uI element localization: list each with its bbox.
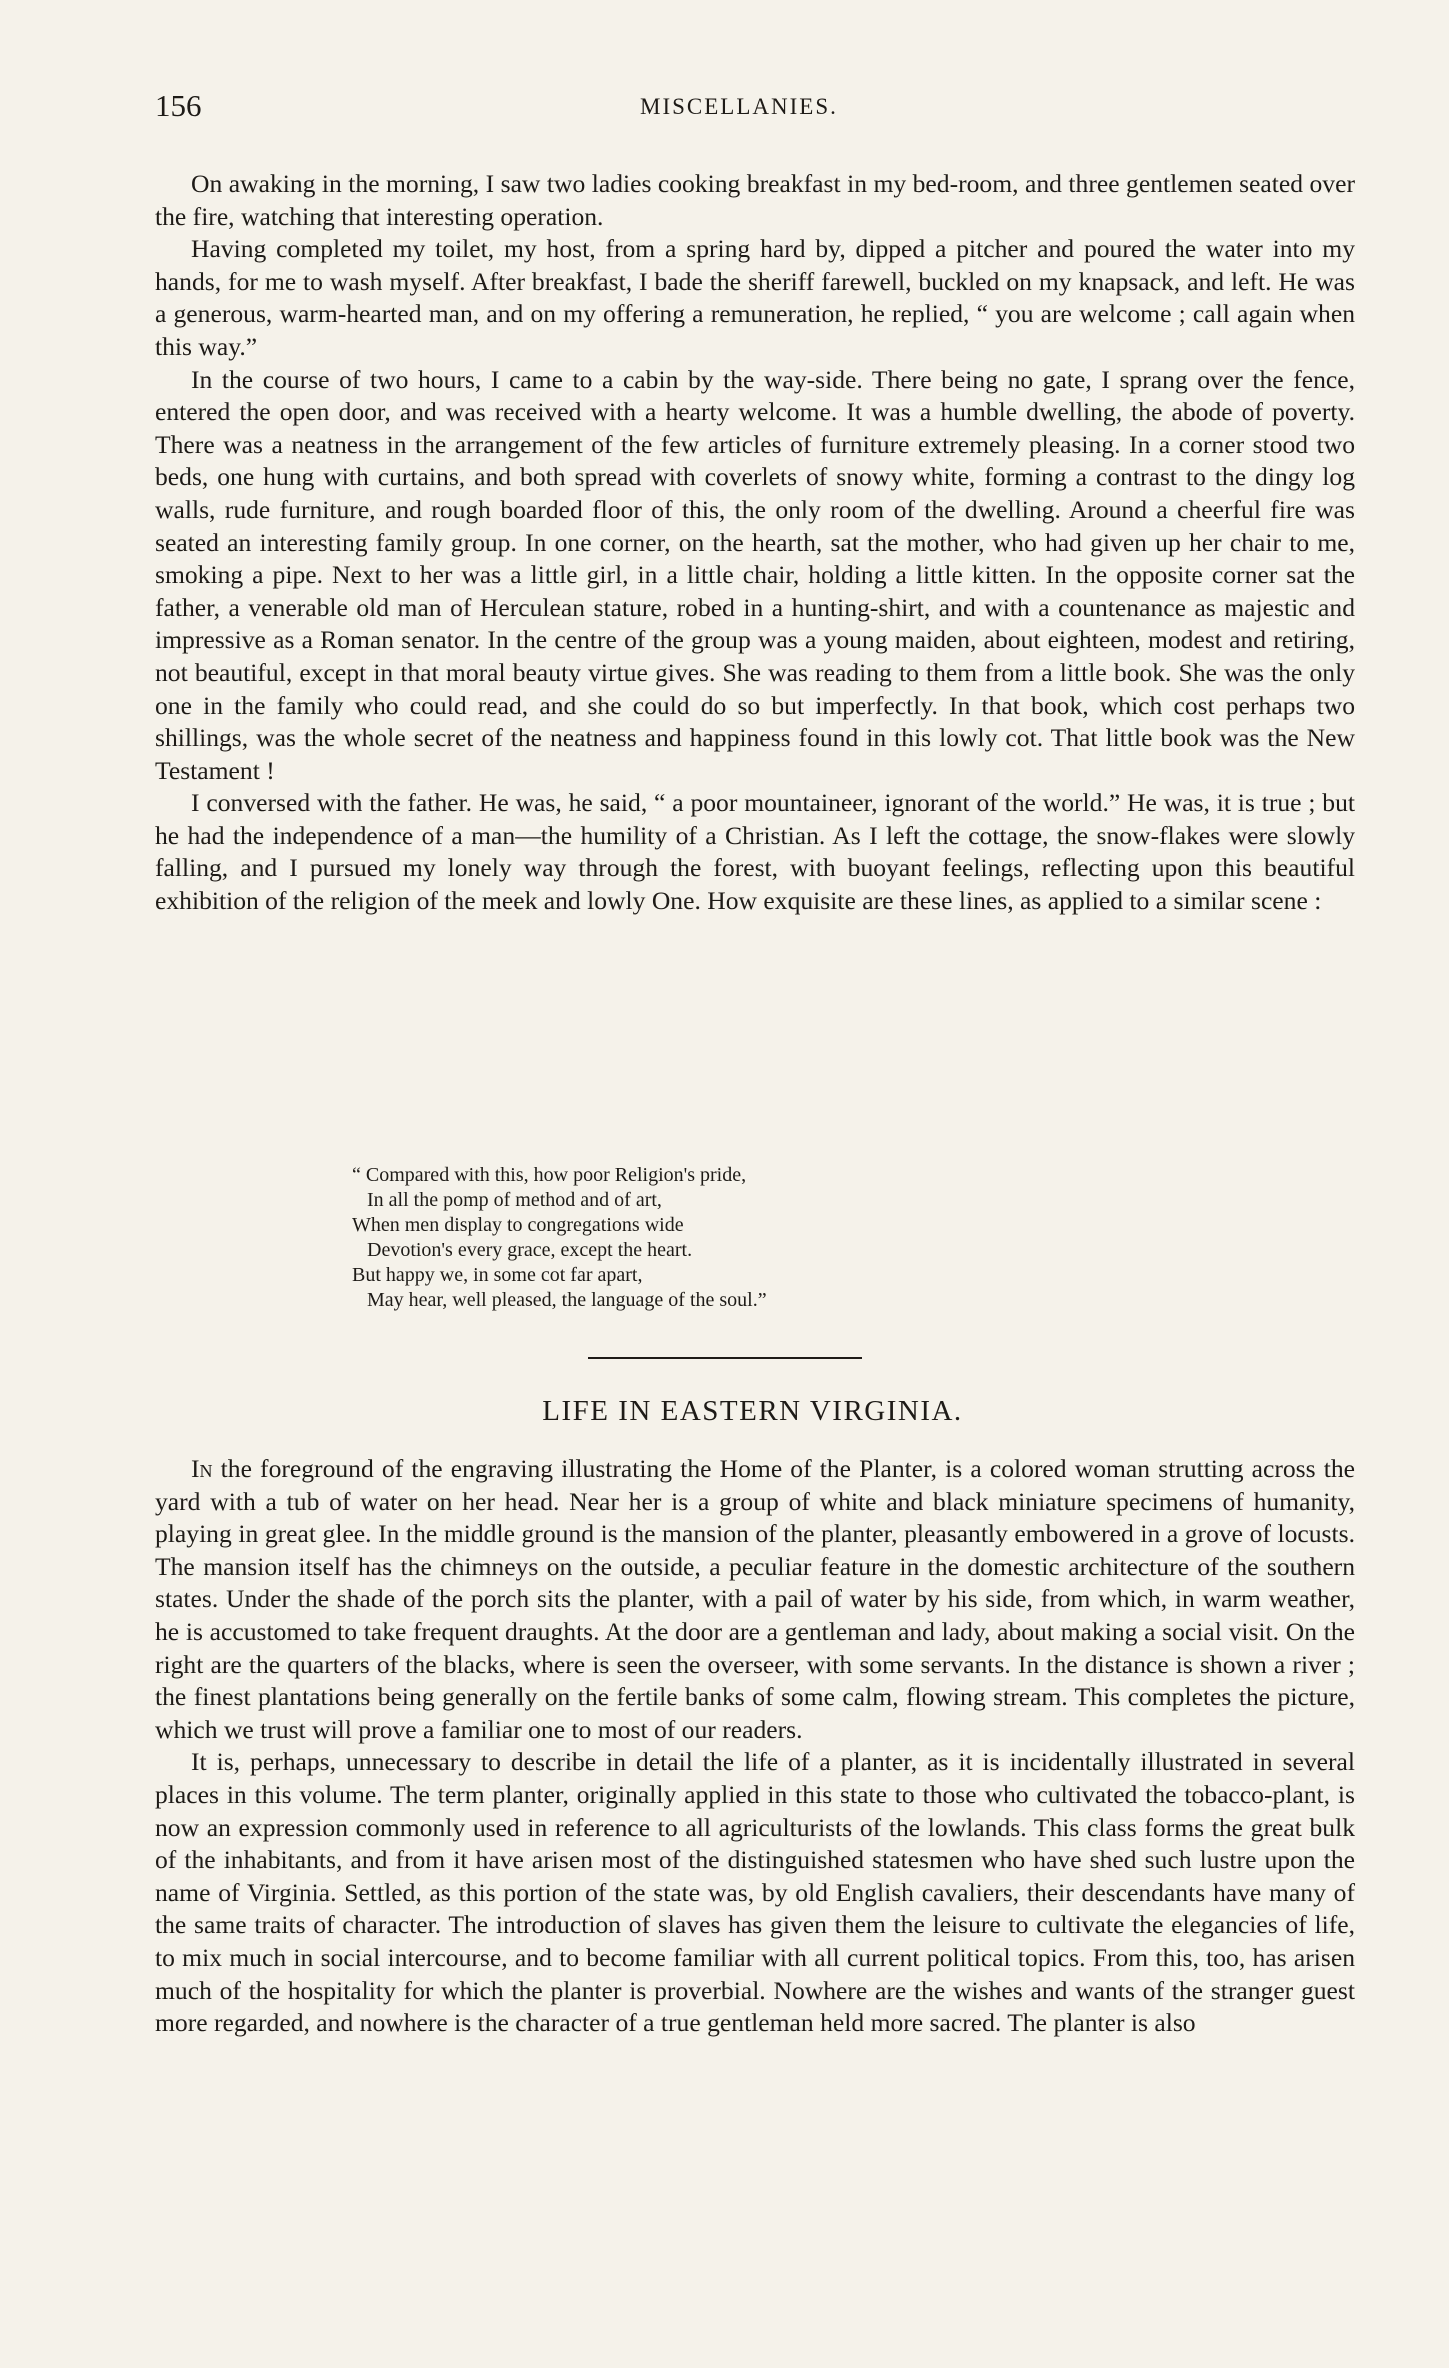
paragraph-text: the foreground of the engraving illustrating the Home of the Planter, is a colored woman strutting across the yard with a tub of water on her head. Near her is a group of white and black miniature specimens of humanity, playing in great glee. In the middle ground is the mansion of the planter, pleasantly embowered in a grove of locusts. The mansion itself has the chimneys on the outside, a peculiar feature in the domestic architecture of the southern states. Under the shade of the porch sits the planter, with a pail of water by his side, from which, in warm weather, he is accustomed to take frequent draughts. At the door are a gentleman and lady, about making a social visit. On the right are the quarters of the blacks, where is seen the overseer, with some servants. In the distance is shown a river ; the finest plantations being generally on the fertile banks of some calm, flowing stream. This completes the picture, which we trust will prove a familiar one to most of our readers. [155,1454,1355,1744]
opening-word: In [191,1454,213,1483]
paragraph: In the course of two hours, I came to a cabin by the way-side. There being no gate, I sprang over the fence, entered the open door, and was received with a hearty welcome. It was a humble dwelling, the abode of poverty. There was a neatness in the arrangement of the few articles of furniture extremely pleasing. In a corner stood two beds, one hung with curtains, and both spread with coverlets of snowy white, forming a contrast to the dingy log walls, rude furniture, and rough boarded floor of this, the only room of the dwelling. Around a cheerful fire was seated an interesting family group. In one corner, on the hearth, sat the mother, who had given up her chair to me, smoking a pipe. Next to her was a little girl, in a little chair, holding a little kitten. In the opposite corner sat the father, a venerable old man of Herculean stature, robed in a hunting-shirt, and with a countenance as majestic and impressive as a Roman senator. In the centre of the group was a young maiden, about eighteen, modest and retiring, not beautiful, except in that moral beauty virtue gives. She was reading to them from a little book. She was the only one in the family who could read, and she could do so but imperfectly. In that book, which cost perhaps two shillings, was the whole secret of the neatness and happiness found in this lowly cot. That little book was the New Testament ! [155,364,1355,785]
quoted-poem [352,1163,767,1313]
poem-line: Devotion's every grace, except the heart. [352,1239,693,1261]
poem-line: When men display to congregations wide [352,1214,684,1236]
poem-line: May hear, well pleased, the language of the soul.” [352,1289,767,1311]
section-divider [588,1357,862,1359]
running-head: MISCELLANIES. [640,94,838,119]
poem-line: In all the pomp of method and of art, [352,1189,662,1211]
poem-line: “ Compared with this, how poor Religion's pride, [352,1164,747,1186]
page-number: 156 [155,88,202,123]
paragraph: Having completed my toilet, my host, from a spring hard by, dipped a pitcher and poured the water into my hands, for me to wash myself. After breakfast, I bade the sheriff farewell, buckled on my knapsack, and left. He was a generous, warm-hearted man, and on my offering a remuneration, he replied, “ you are welcome ; call again when this way.” [155,234,1355,361]
paragraph: I conversed with the father. He was, he said, “ a poor mountaineer, ignorant of the world.” He was, it is true ; but he had the independence of a man—the humility of a Christian. As I left the cottage, the snow-flakes were slowly falling, and I pursued my lonely way through the forest, with buoyant feelings, reflecting upon this beautiful exhibition of the religion of the meek and lowly One. How exquisite are these lines, as applied to a similar scene : [155,788,1355,916]
section-title: LIFE IN EASTERN VIRGINIA. [542,1395,963,1427]
page-header [155,88,1355,128]
poem-line: But happy we, in some cot far apart, [352,1264,643,1286]
paragraph: It is, perhaps, unnecessary to describe in detail the life of a planter, as it is incidentally illustrated in several places in this volume. The term planter, originally applied in this state to those who cultivated the tobacco-plant, is now an expression commonly used in reference to all agriculturists of the lowlands. This class forms the great bulk of the inhabitants, and from it have arisen most of the distinguished statesmen who have shed such lustre upon the name of Virginia. Settled, as this portion of the state was, by old English cavaliers, their descendants have many of the same traits of character. The introduction of slaves has given them the leisure to cultivate the elegancies of life, to mix much in social intercourse, and to become familiar with all current political topics. From this, too, has arisen much of the hospitality for which the planter is proverbial. Nowhere are the wishes and wants of the stranger guest more regarded, and nowhere is the character of a true gentleman held more sacred. The planter is also [155,1747,1355,2038]
paragraph: On awaking in the morning, I saw two ladies cooking breakfast in my bed-room, and three gentlemen seated over the fire, watching that interesting operation. [155,169,1355,231]
narrative-text [155,168,1355,918]
section-text [155,1453,1355,2040]
paragraph [155,1453,1355,1746]
